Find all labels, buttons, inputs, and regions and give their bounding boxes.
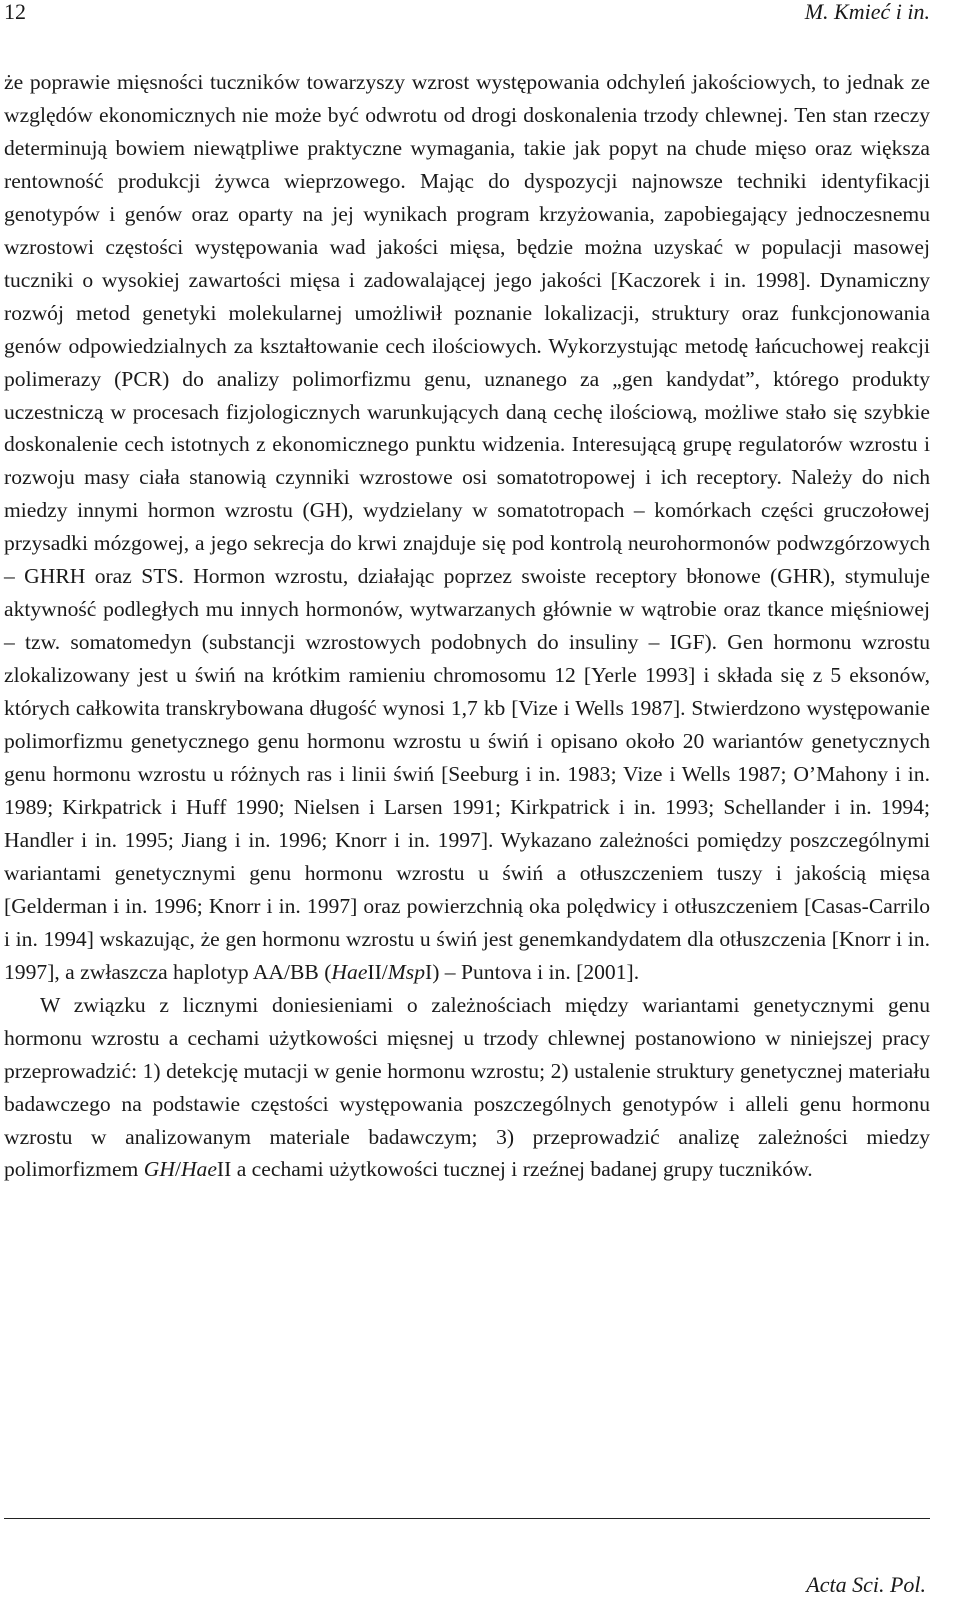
paragraph-2-text-3: II a cechami użytkowości tucznej i rzeźnej badanej grupy tuczników. bbox=[216, 1157, 813, 1182]
running-author-header: M. Kmieć i in. bbox=[804, 0, 930, 24]
page-number: 12 bbox=[4, 0, 26, 24]
paragraph-1-text-3: I) – Puntova i in. [2001]. bbox=[425, 959, 640, 984]
enzyme-name-mspi: Msp bbox=[387, 959, 425, 984]
paragraph-1 bbox=[4, 66, 930, 989]
enzyme-name-hae: Hae bbox=[180, 1157, 217, 1182]
paragraph-2-slash: / bbox=[174, 1157, 181, 1182]
gene-name-gh: GH bbox=[143, 1157, 175, 1182]
paragraph-2 bbox=[4, 989, 930, 1187]
page-header bbox=[4, 0, 930, 34]
journal-name-footer: Acta Sci. Pol. bbox=[806, 1572, 926, 1597]
enzyme-name-haeii: Hae bbox=[331, 959, 368, 984]
paragraph-2-text: W związku z licznymi doniesieniami o zależnościach między wariantami genetycznymi genu hormonu wzrostu a cechami użytkowości mięsnej u trzody chlewnej postanowiono w niniejszej pracy przeprowadzić: 1) detekcję mutacji w genie hormonu wzrostu; 2) ustalenie struktury genetycznej materiału badawczego na podstawie częstości występowania poszczególnych genotypów i alleli genu hormonu wzrostu w analizowanym materiale badawczym; 3) przeprowadzić analizę zależności miedzy polimorfizmem bbox=[4, 992, 930, 1182]
footer-divider bbox=[4, 1518, 930, 1519]
paragraph-1-text: że poprawie mięsności tuczników towarzyszy wzrost występowania odchyleń jakościowych, to jednak ze względów ekonomicznych nie może być odwrotu od drogi doskonalenia trzody chlewnej. Ten stan rzeczy determinują bowiem niewątpliwe praktyczne wymagania, takie jak popyt na chude mięso oraz większa rentowność produkcji żywca wieprzowego. Mając do dyspozycji najnowsze techniki identyfikacji genotypów i genów oraz oparty na jej wynikach program krzyżowania, zapobiegający jednoczesnemu wzrostowi częstości występowania wad jakości mięsa, będzie można uzyskać w populacji masowej tuczniki o wysokiej zawartości mięsa i zadowalającej jego jakości [Kaczorek i in. 1998]. Dynamiczny rozwój metod genetyki molekularnej umożliwił poznanie lokalizacji, struktury oraz funkcjonowania genów odpowiedzialnych za kształtowanie cech ilościowych. Wykorzystując metodę łańcuchowej reakcji polimerazy (PCR) do analizy polimorfizmu genu, uznanego za „gen kandydat”, którego produkty uczestniczą w procesach fizjologicznych warunkujących daną cechę ilościową, możliwe stało się szybkie doskonalenie cech istotnych z ekonomicznego punktu widzenia. Interesującą grupę regulatorów wzrostu i rozwoju masy ciała stanowią czynniki wzrostowe osi somatotropowej i ich receptory. Należy do nich miedzy innymi hormon wzrostu (GH), wydzielany w somatotropach – komórkach części gruczołowej przysadki mózgowej, a jego sekrecja do krwi znajduje się pod kontrolą neurohormonów podwzgórzowych – GHRH oraz STS. Hormon wzrostu, działając poprzez swoiste receptory błonowe (GHR), stymuluje aktywność podległych mu innych hormonów, wytwarzanych głównie w wątrobie oraz tkance mięśniowej – tzw. somatomedyn (substancji wzrostowych podobnych do insuliny – IGF). Gen hormonu wzrostu zlokalizowany jest u świń na krótkim ramieniu chromosomu 12 [Yerle 1993] i składa się z 5 eksonów, których całkowita transkrybowana długość wynosi 1,7 kb [Vize i Wells 1987]. Stwierdzono występowanie polimorfizmu genetycznego genu hormonu wzrostu u świń i opisano około 20 wariantów genetycznych genu hormonu wzrostu u różnych ras i linii świń [Seeburg i in. 1983; Vize i Wells 1987; O’Mahony i in. 1989; Kirkpatrick i Huff 1990; Nielsen i Larsen 1991; Kirkpatrick i in. 1993; Schellander i in. 1994; Handler i in. 1995; Jiang i in. 1996; Knorr i in. 1997]. Wykazano zależności pomiędzy poszczególnymi wariantami genetycznymi genu hormonu wzrostu u świń a otłuszczeniem tuszy i jakością mięsa [Gelderman i in. 1996; Knorr i in. 1997] oraz powierzchnią oka polędwicy i otłuszczeniem [Casas-Carrilo i in. 1994] wskazując, że gen hormonu wzrostu u świń jest genemkandydatem dla otłuszczenia [Knorr i in. 1997], a zwłaszcza haplotyp AA/BB ( bbox=[4, 70, 930, 984]
article-body bbox=[4, 66, 930, 1186]
paragraph-1-text-2: II/ bbox=[367, 959, 388, 984]
